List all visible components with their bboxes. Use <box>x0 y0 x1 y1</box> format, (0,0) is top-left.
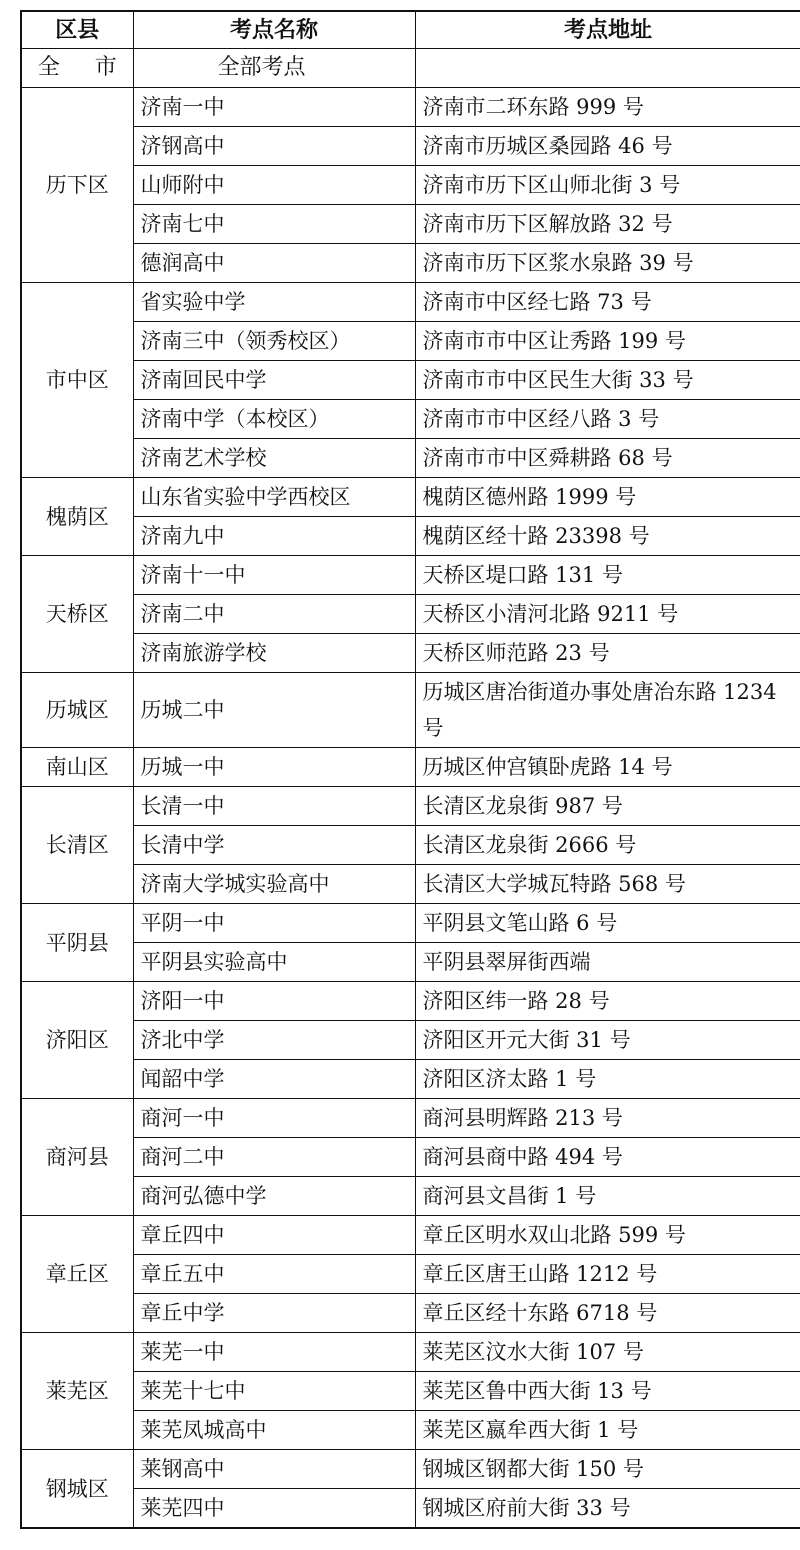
site-name-cell: 济南二中 <box>133 595 415 634</box>
table-row <box>21 88 800 127</box>
header-site-address: 考点地址 <box>415 11 800 49</box>
site-address-cell: 长清区龙泉街 987 号 <box>415 787 800 826</box>
site-name-cell: 济南艺术学校 <box>133 439 415 478</box>
site-name-cell: 山师附中 <box>133 166 415 205</box>
district-cell: 历下区 <box>21 88 133 283</box>
site-address-cell: 章丘区唐王山路 1212 号 <box>415 1255 800 1294</box>
table-row <box>21 322 800 361</box>
header-district: 区县 <box>21 11 133 49</box>
site-name-cell: 章丘中学 <box>133 1294 415 1333</box>
site-address-cell: 章丘区明水双山北路 599 号 <box>415 1216 800 1255</box>
site-name-cell: 历城一中 <box>133 748 415 787</box>
site-address-cell: 天桥区小清河北路 9211 号 <box>415 595 800 634</box>
site-name-cell: 莱芜一中 <box>133 1333 415 1372</box>
site-address-cell: 章丘区经十东路 6718 号 <box>415 1294 800 1333</box>
site-address-cell: 济阳区纬一路 28 号 <box>415 982 800 1021</box>
site-address-cell: 济南市历下区山师北街 3 号 <box>415 166 800 205</box>
site-address-cell: 济南市市中区经八路 3 号 <box>415 400 800 439</box>
site-address-cell: 天桥区师范路 23 号 <box>415 634 800 673</box>
table-row <box>21 1060 800 1099</box>
site-name-cell: 长清一中 <box>133 787 415 826</box>
district-cell: 莱芜区 <box>21 1333 133 1450</box>
district-cell: 长清区 <box>21 787 133 904</box>
site-name-cell: 长清中学 <box>133 826 415 865</box>
district-cell: 章丘区 <box>21 1216 133 1333</box>
site-name-cell: 济南七中 <box>133 205 415 244</box>
site-name-cell: 历城二中 <box>133 673 415 748</box>
table-row <box>21 478 800 517</box>
site-name-cell: 平阴县实验高中 <box>133 943 415 982</box>
site-address-cell: 商河县明辉路 213 号 <box>415 1099 800 1138</box>
site-name-cell: 平阴一中 <box>133 904 415 943</box>
table-row <box>21 244 800 283</box>
site-address-cell: 济阳区开元大街 31 号 <box>415 1021 800 1060</box>
table-row <box>21 1372 800 1411</box>
table-row <box>21 361 800 400</box>
site-address-cell: 钢城区府前大街 33 号 <box>415 1489 800 1529</box>
site-address-cell: 济阳区济太路 1 号 <box>415 1060 800 1099</box>
site-address-cell: 莱芜区鲁中西大街 13 号 <box>415 1372 800 1411</box>
site-name-cell: 济南三中（领秀校区） <box>133 322 415 361</box>
site-name-cell: 济南一中 <box>133 88 415 127</box>
site-name-cell: 德润高中 <box>133 244 415 283</box>
table-row <box>21 904 800 943</box>
site-name-cell: 商河弘德中学 <box>133 1177 415 1216</box>
site-address-cell: 济南市市中区民生大街 33 号 <box>415 361 800 400</box>
table-row <box>21 1255 800 1294</box>
all-city-site-address <box>415 49 800 88</box>
site-name-cell: 莱钢高中 <box>133 1450 415 1489</box>
site-name-cell: 济北中学 <box>133 1021 415 1060</box>
district-cell: 钢城区 <box>21 1450 133 1529</box>
site-name-cell: 济南九中 <box>133 517 415 556</box>
all-city-district: 全 市 <box>21 49 133 88</box>
site-name-cell: 莱芜四中 <box>133 1489 415 1529</box>
site-address-cell: 莱芜区汶水大街 107 号 <box>415 1333 800 1372</box>
site-name-cell: 章丘五中 <box>133 1255 415 1294</box>
table-row <box>21 1411 800 1450</box>
table-row <box>21 1450 800 1489</box>
site-name-cell: 章丘四中 <box>133 1216 415 1255</box>
table-row <box>21 748 800 787</box>
table-row <box>21 1216 800 1255</box>
site-address-cell: 槐荫区经十路 23398 号 <box>415 517 800 556</box>
district-cell: 历城区 <box>21 673 133 748</box>
table-row <box>21 127 800 166</box>
site-name-cell: 商河一中 <box>133 1099 415 1138</box>
site-name-cell: 济南回民中学 <box>133 361 415 400</box>
site-name-cell: 济南十一中 <box>133 556 415 595</box>
all-city-site-name: 全部考点 <box>133 49 415 88</box>
site-address-cell: 槐荫区德州路 1999 号 <box>415 478 800 517</box>
table-row <box>21 205 800 244</box>
site-name-cell: 济钢高中 <box>133 127 415 166</box>
header-site-name: 考点名称 <box>133 11 415 49</box>
site-name-cell: 济南中学（本校区） <box>133 400 415 439</box>
table-row <box>21 283 800 322</box>
district-cell: 济阳区 <box>21 982 133 1099</box>
site-name-cell: 省实验中学 <box>133 283 415 322</box>
site-name-cell: 济阳一中 <box>133 982 415 1021</box>
table-row <box>21 1294 800 1333</box>
exam-site-sheet <box>20 10 800 1529</box>
site-address-cell: 钢城区钢都大街 150 号 <box>415 1450 800 1489</box>
table-row <box>21 517 800 556</box>
site-name-cell: 济南旅游学校 <box>133 634 415 673</box>
table-row <box>21 595 800 634</box>
exam-site-table <box>20 10 800 1529</box>
site-address-cell: 平阴县文笔山路 6 号 <box>415 904 800 943</box>
site-name-cell: 商河二中 <box>133 1138 415 1177</box>
table-row <box>21 439 800 478</box>
site-address-cell: 济南市市中区舜耕路 68 号 <box>415 439 800 478</box>
district-cell: 市中区 <box>21 283 133 478</box>
district-cell: 天桥区 <box>21 556 133 673</box>
table-row <box>21 556 800 595</box>
site-address-cell: 济南市二环东路 999 号 <box>415 88 800 127</box>
district-cell: 南山区 <box>21 748 133 787</box>
site-address-cell: 长清区大学城瓦特路 568 号 <box>415 865 800 904</box>
site-address-cell: 商河县文昌街 1 号 <box>415 1177 800 1216</box>
site-address-cell: 历城区唐冶街道办事处唐冶东路 1234 号 <box>415 673 800 748</box>
site-address-cell: 平阴县翠屏街西端 <box>415 943 800 982</box>
site-address-cell: 济南市历下区解放路 32 号 <box>415 205 800 244</box>
table-row <box>21 826 800 865</box>
table-row <box>21 166 800 205</box>
district-cell: 商河县 <box>21 1099 133 1216</box>
district-cell: 平阴县 <box>21 904 133 982</box>
table-row <box>21 1489 800 1529</box>
site-address-cell: 商河县商中路 494 号 <box>415 1138 800 1177</box>
table-row <box>21 400 800 439</box>
table-row <box>21 1021 800 1060</box>
site-name-cell: 闻韶中学 <box>133 1060 415 1099</box>
table-row <box>21 1177 800 1216</box>
site-name-cell: 莱芜凤城高中 <box>133 1411 415 1450</box>
site-address-cell: 济南市历下区浆水泉路 39 号 <box>415 244 800 283</box>
all-city-row <box>21 49 800 88</box>
site-address-cell: 长清区龙泉街 2666 号 <box>415 826 800 865</box>
table-row <box>21 1333 800 1372</box>
site-address-cell: 天桥区堤口路 131 号 <box>415 556 800 595</box>
district-cell: 槐荫区 <box>21 478 133 556</box>
site-address-cell: 历城区仲宫镇卧虎路 14 号 <box>415 748 800 787</box>
site-address-cell: 济南市历城区桑园路 46 号 <box>415 127 800 166</box>
table-row <box>21 1138 800 1177</box>
site-name-cell: 山东省实验中学西校区 <box>133 478 415 517</box>
table-header-row <box>21 11 800 49</box>
site-address-cell: 济南市市中区让秀路 199 号 <box>415 322 800 361</box>
site-name-cell: 莱芜十七中 <box>133 1372 415 1411</box>
site-name-cell: 济南大学城实验高中 <box>133 865 415 904</box>
table-row <box>21 787 800 826</box>
table-row <box>21 865 800 904</box>
table-row <box>21 1099 800 1138</box>
table-row <box>21 634 800 673</box>
table-row <box>21 673 800 748</box>
table-row <box>21 982 800 1021</box>
site-address-cell: 莱芜区嬴牟西大街 1 号 <box>415 1411 800 1450</box>
site-address-cell: 济南市中区经七路 73 号 <box>415 283 800 322</box>
table-row <box>21 943 800 982</box>
table-body <box>21 49 800 1529</box>
